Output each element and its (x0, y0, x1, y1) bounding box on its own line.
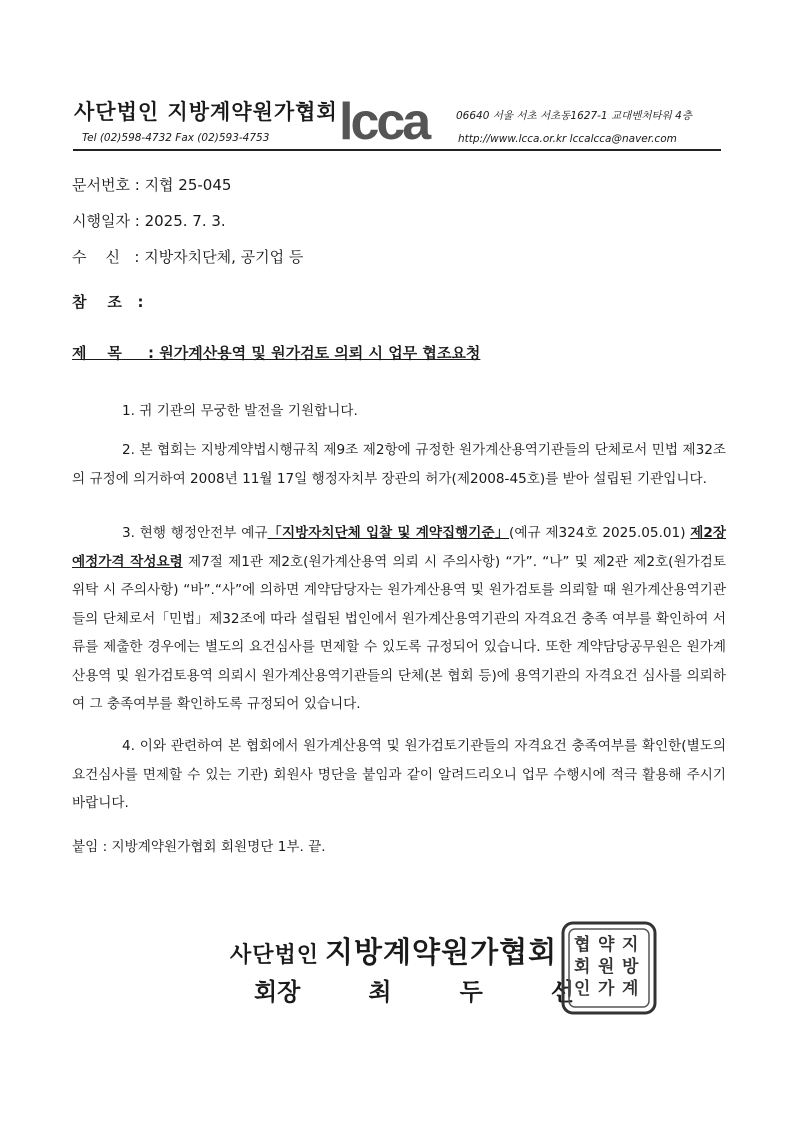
doc-number-label: 문서번호 (72, 176, 130, 194)
paragraph-1: 1. 귀 기관의 무궁한 발전을 기원합니다. (122, 403, 358, 419)
date-label: 시행일자 (72, 212, 130, 230)
doc-number: 지협 25-045 (144, 176, 232, 194)
reference-row: 참 조 : (72, 293, 149, 311)
paragraph-2: 2. 본 협회는 지방계약법시행규칙 제9조 제2항에 규정한 원가계산용역기관들의 단체로서 민법 제32조의 규정에 의거하여 2008년 11월 17일 행정자치부 장관의 허가(제2008-45호)를 받아 설립된 기관입니다. (72, 442, 726, 487)
signature-title: 회장 최 두 선 (254, 977, 574, 1006)
date: 2025. 7. 3. (144, 212, 226, 230)
reference-label: 참 조 (72, 293, 122, 311)
seal-char-4: 약 (598, 935, 615, 955)
seal-char-5: 원 (598, 957, 615, 977)
paragraph-3: 3. 현행 행정안전부 예규「지방자치단체 입찰 및 계약집행기준」(예규 제324호 2025.05.01) 제2장 예정가격 작성요령 제7절 제1관 제2호(원가계산용역 의뢰 시 주의사항) “가”. “나” 및 제2관 제2호(원가검토 위탁 시 주의사항) “바”.“사”에 의하면 계약담당자는 원가계산용역 및 원가검토를 의뢰할 때 원가계산용역기관들의 단체로서「민법」제32조에 따라 설립된 법인에서 원가계산용역기관의 자격요건 충족 여부를 확인하여 서류를 제출한 경우에는 별도의 요건심사를 면제할 수 있도록 규정되어 있습니다. 또한 계약담당공무원은 원가계산용역 및 원가검토용역 의뢰시 원가계산용역기관들의 단체(본 협회 등)에 용역기관의 자격요건 심사를 의뢰하여 그 충족여부를 확인하도록 규정되어 있습니다. (72, 525, 727, 712)
seal-char-9: 인 (574, 979, 591, 999)
tel-fax: Tel (02)598-4732 Fax (02)593-4753 (82, 132, 270, 144)
lcca-logo (337, 95, 449, 147)
date-row: 시행일자 : 2025. 7. 3. (72, 212, 226, 230)
svg-text:lcca: lcca (339, 95, 429, 147)
president-title: 회장 (254, 977, 301, 1006)
signature-org-name: 지방계약원가협회 (325, 935, 558, 969)
official-seal-stamp (560, 920, 658, 1016)
doc-number-row: 문서번호 : 지협 25-045 (72, 176, 232, 194)
seal-char-3: 계 (622, 979, 639, 999)
seal-char-2: 방 (622, 957, 639, 977)
recipient: 지방자치단체, 공기업 등 (144, 248, 304, 266)
web-email: http://www.lcca.or.kr lccalcca@naver.com (458, 133, 677, 145)
recipient-label: 수 신 (72, 248, 121, 266)
header-rule (73, 149, 721, 151)
seal-char-1: 지 (622, 935, 639, 955)
org-name: 사단법인 지방계약원가협회 (74, 99, 338, 124)
seal-char-8: 회 (574, 957, 591, 977)
attachment-line: 붙임 : 지방계약원가협회 회원명단 1부. 끝. (72, 839, 326, 855)
seal-char-7: 협 (574, 935, 591, 955)
recipient-row: 수 신 : 지방자치단체, 공기업 등 (72, 248, 304, 266)
subject-label: 제 목 (72, 344, 122, 362)
subject-row: 제 목 : 원가계산용역 및 원가검토 의뢰 시 업무 협조요청 (72, 344, 481, 362)
seal-char-6: 가 (598, 979, 615, 999)
rule-title: 「지방자치단체 입찰 및 계약집행기준」 (267, 525, 510, 541)
paragraph-4: 4. 이와 관련하여 본 협회에서 원가계산용역 및 원가검토기관들의 자격요건 충족여부를 확인한(별도의 요건심사를 면제할 수 있는 기관) 회원사 명단을 붙임과 같이 알려드리오니 업무 수행시에 적극 활용해 주시기 바랍니다. (72, 738, 726, 811)
signature-org (230, 930, 557, 971)
subject: 원가계산용역 및 원가검토 의뢰 시 업무 협조요청 (159, 344, 481, 362)
address: 06640 서울 서초 서초동1627-1 교대벤처타워 4층 (456, 110, 692, 122)
signature-prefix: 사단법인 (230, 942, 320, 968)
chapter-title: 제2장 예정가격 작성요령 (72, 525, 727, 570)
